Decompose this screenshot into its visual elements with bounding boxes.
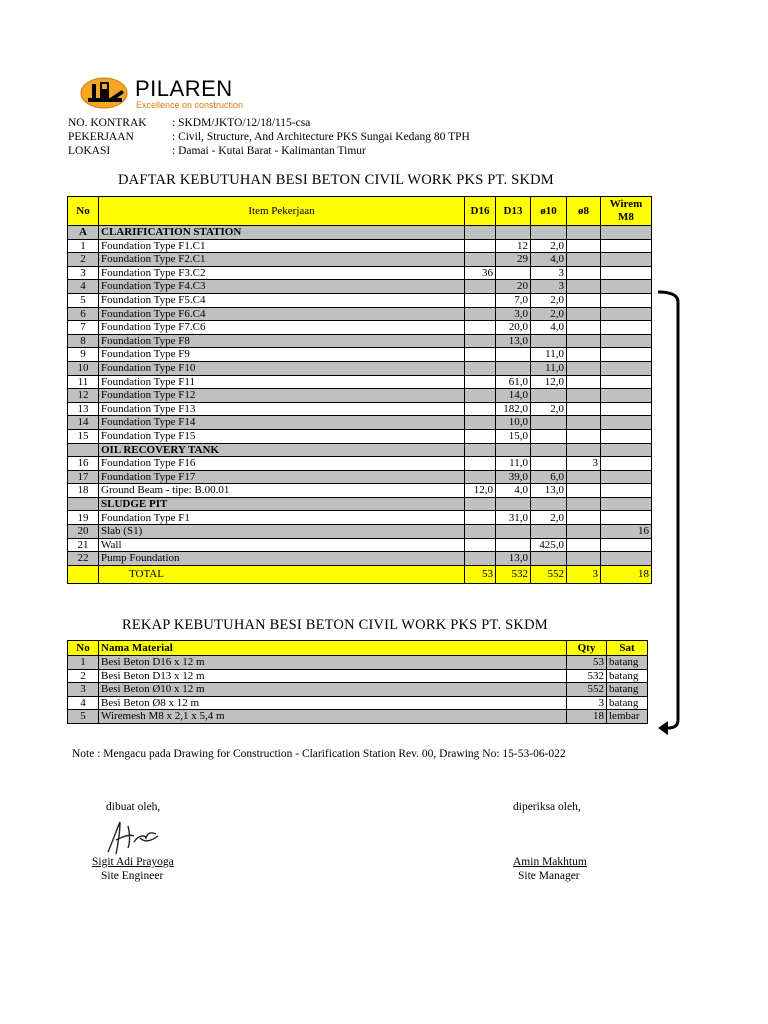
row-value [567,253,601,267]
row-item: Foundation Type F12 [99,389,465,403]
meta-value: : SKDM/JKTO/12/18/115-csa [172,117,311,129]
recap-row [68,683,648,697]
table-row [68,511,652,525]
row-value [601,416,652,430]
row-value [496,226,531,240]
row-value: 11,0 [531,348,567,362]
row-value [601,280,652,294]
row-value: 16 [601,525,652,539]
row-number: 16 [68,457,99,471]
row-value [496,443,531,457]
row-value [465,470,496,484]
requirements-table [67,196,652,584]
row-item: Wall [99,538,465,552]
row-value [601,389,652,403]
row-value [601,293,652,307]
preparer-role: Site Engineer [101,870,164,882]
row-value [567,334,601,348]
row-value [465,334,496,348]
row-value [465,361,496,375]
row-value: 2,0 [531,402,567,416]
row-number: 12 [68,389,99,403]
row-value [496,361,531,375]
row-value [531,443,567,457]
row-number: 17 [68,470,99,484]
row-value: 12,0 [465,484,496,498]
checker-role: Site Manager [518,870,580,882]
logo-mark-icon [80,76,134,112]
table-row [68,525,652,539]
row-value: 20,0 [496,321,531,335]
row-value [496,348,531,362]
row-value [531,497,567,511]
row-value [601,348,652,362]
table-row [68,361,652,375]
recap-header-row [68,641,648,656]
row-number: 10 [68,361,99,375]
company-logo [80,76,280,114]
row-value [465,538,496,552]
row-value: 15,0 [496,429,531,443]
row-number: 14 [68,416,99,430]
recap-qty: 18 [567,710,607,724]
row-value [601,443,652,457]
row-number: 13 [68,402,99,416]
row-value [465,293,496,307]
checker-name: Amin Makhtum [513,856,587,868]
signature-image [100,818,170,858]
table-header-row [68,197,652,226]
row-item: Foundation Type F3.C2 [99,266,465,280]
table-row [68,375,652,389]
total-row [68,565,652,583]
table-row [68,293,652,307]
row-value [465,402,496,416]
table-row [68,389,652,403]
row-value [531,552,567,566]
row-value: 425,0 [531,538,567,552]
col-header-d16: D16 [465,197,496,226]
meta-label: LOKASI [68,145,111,157]
table-row [68,416,652,430]
row-number: 4 [68,280,99,294]
recap-row [68,710,648,724]
row-value [567,443,601,457]
col-header-p8: ø8 [567,197,601,226]
recap-qty: 3 [567,696,607,710]
row-value: 13,0 [496,334,531,348]
recap-header-no: No [68,641,99,656]
row-value [496,266,531,280]
table-row [68,470,652,484]
contract-row [68,116,628,131]
row-value [465,307,496,321]
row-value: 182,0 [496,402,531,416]
row-item: Foundation Type F8 [99,334,465,348]
row-value [567,239,601,253]
table-row [68,348,652,362]
row-item: Foundation Type F14 [99,416,465,430]
total-value: 532 [496,565,531,583]
col-header-item: Item Pekerjaan [99,197,465,226]
recap-row [68,656,648,670]
row-value [567,525,601,539]
row-item: Foundation Type F2.C1 [99,253,465,267]
col-header-d13: D13 [496,197,531,226]
row-number: 5 [68,293,99,307]
table2-title: REKAP KEBUTUHAN BESI BETON CIVIL WORK PKS PT. SKDM [122,617,548,633]
col-header-no: No [68,197,99,226]
row-value [567,293,601,307]
row-value [601,552,652,566]
row-value [601,266,652,280]
row-value: 3 [567,457,601,471]
table1-title: DAFTAR KEBUTUHAN BESI BETON CIVIL WORK PKS PT. SKDM [118,172,554,188]
meta-value: : Damai - Kutai Barat - Kalimantan Timur [172,145,366,157]
row-item: Foundation Type F4.C3 [99,280,465,294]
row-value [531,389,567,403]
row-item: OIL RECOVERY TANK [99,443,465,457]
recap-number: 1 [68,656,99,670]
note-text: Note : Mengacu pada Drawing for Construction - Clarification Station Rev. 00, Drawing No: 15-53-06-022 [72,748,566,760]
table-row [68,402,652,416]
row-value [601,321,652,335]
row-value: 2,0 [531,511,567,525]
row-value: 11,0 [531,361,567,375]
row-value [567,375,601,389]
row-value [601,361,652,375]
row-value [465,389,496,403]
recap-number: 3 [68,683,99,697]
row-value [601,429,652,443]
table-row [68,307,652,321]
recap-number: 5 [68,710,99,724]
row-item: SLUDGE PIT [99,497,465,511]
row-value: 11,0 [496,457,531,471]
row-value [567,552,601,566]
row-value [531,416,567,430]
row-value [465,552,496,566]
row-value: 2,0 [531,293,567,307]
row-value [465,253,496,267]
row-number: 8 [68,334,99,348]
total-value: 18 [601,565,652,583]
table-row [68,253,652,267]
row-value [567,361,601,375]
row-number [68,497,99,511]
row-value [531,457,567,471]
recap-qty: 53 [567,656,607,670]
row-value [567,429,601,443]
bracket-arrow-icon [656,282,696,742]
row-value [601,375,652,389]
row-value [567,511,601,525]
row-value: 13,0 [531,484,567,498]
row-value: 12,0 [531,375,567,389]
row-value [567,348,601,362]
checked-by-caption: diperiksa oleh, [513,801,581,813]
row-value: 7,0 [496,293,531,307]
col-header-wirem: Wirem M8 [601,197,652,226]
recap-row [68,696,648,710]
table-row [68,457,652,471]
row-value: 6,0 [531,470,567,484]
total-label: TOTAL [99,565,465,583]
row-item: Foundation Type F1.C1 [99,239,465,253]
row-value [567,280,601,294]
row-value [496,538,531,552]
row-item: Foundation Type F16 [99,457,465,471]
prepared-by-caption: dibuat oleh, [106,801,161,813]
recap-number: 4 [68,696,99,710]
row-item: Slab (S1) [99,525,465,539]
row-value [496,525,531,539]
recap-unit: lembar [607,710,648,724]
row-number: 6 [68,307,99,321]
recap-unit: batang [607,669,648,683]
recap-unit: batang [607,656,648,670]
row-value: 3 [531,280,567,294]
recap-header-sat: Sat [607,641,648,656]
row-number: 1 [68,239,99,253]
table-row [68,497,652,511]
row-value [465,429,496,443]
location-row [68,144,628,159]
row-number: 22 [68,552,99,566]
row-item: Foundation Type F9 [99,348,465,362]
meta-value: : Civil, Structure, And Architecture PKS Sungai Kedang 80 TPH [172,131,470,143]
recap-material: Besi Beton D16 x 12 m [99,656,567,670]
row-value [601,497,652,511]
row-number: 21 [68,538,99,552]
row-value [567,321,601,335]
row-value [567,307,601,321]
row-value [601,402,652,416]
row-value [465,280,496,294]
row-number: 3 [68,266,99,280]
contract-info [68,116,628,162]
row-value: 12 [496,239,531,253]
col-header-p10: ø10 [531,197,567,226]
row-value: 20 [496,280,531,294]
row-item: Foundation Type F5.C4 [99,293,465,307]
row-value [601,239,652,253]
row-value [465,226,496,240]
row-item: Pump Foundation [99,552,465,566]
row-number: 20 [68,525,99,539]
row-value: 10,0 [496,416,531,430]
row-value [465,375,496,389]
table-row [68,538,652,552]
row-item: CLARIFICATION STATION [99,226,465,240]
row-value [567,470,601,484]
recap-material: Besi Beton Ø8 x 12 m [99,696,567,710]
table-row [68,239,652,253]
row-number: 7 [68,321,99,335]
recap-row [68,669,648,683]
total-value: 53 [465,565,496,583]
row-value: 31,0 [496,511,531,525]
work-row [68,130,628,145]
table-row [68,429,652,443]
row-number: 18 [68,484,99,498]
row-value [531,334,567,348]
recap-number: 2 [68,669,99,683]
row-value [465,348,496,362]
table-row [68,552,652,566]
table-row [68,484,652,498]
recap-table [67,640,648,724]
row-item: Foundation Type F13 [99,402,465,416]
row-number: 2 [68,253,99,267]
row-value [601,457,652,471]
row-value [465,497,496,511]
row-value [601,484,652,498]
row-item: Foundation Type F11 [99,375,465,389]
row-value [465,525,496,539]
row-item: Foundation Type F15 [99,429,465,443]
total-value [68,565,99,583]
row-value [601,307,652,321]
row-value: 4,0 [496,484,531,498]
row-value: 3,0 [496,307,531,321]
row-value [601,470,652,484]
row-value [465,239,496,253]
total-value: 3 [567,565,601,583]
row-number: 11 [68,375,99,389]
recap-header-qty: Qty [567,641,607,656]
row-value [601,253,652,267]
row-value: 36 [465,266,496,280]
row-value [465,457,496,471]
recap-material: Besi Beton D13 x 12 m [99,669,567,683]
row-value [465,443,496,457]
table-row [68,443,652,457]
recap-qty: 552 [567,683,607,697]
row-item: Foundation Type F6.C4 [99,307,465,321]
row-number: 9 [68,348,99,362]
logo-name: PILAREN [135,76,233,101]
row-value [567,538,601,552]
row-value: 14,0 [496,389,531,403]
row-item: Foundation Type F1 [99,511,465,525]
row-value [465,416,496,430]
meta-label: PEKERJAAN [68,131,134,143]
row-value [567,266,601,280]
row-value: 2,0 [531,307,567,321]
table-row [68,280,652,294]
row-value: 13,0 [496,552,531,566]
recap-material: Wiremesh M8 x 2,1 x 5,4 m [99,710,567,724]
row-value [567,389,601,403]
recap-unit: batang [607,683,648,697]
recap-qty: 532 [567,669,607,683]
total-value: 552 [531,565,567,583]
table-row [68,226,652,240]
row-value [601,334,652,348]
row-value [531,429,567,443]
row-number [68,443,99,457]
table-row [68,321,652,335]
row-item: Foundation Type F10 [99,361,465,375]
row-value [567,226,601,240]
row-value: 29 [496,253,531,267]
row-value [496,497,531,511]
row-value [567,402,601,416]
row-value [601,538,652,552]
row-value [567,497,601,511]
row-value: 4,0 [531,321,567,335]
meta-label: NO. KONTRAK [68,117,147,129]
row-value [531,226,567,240]
table-row [68,334,652,348]
row-number: 19 [68,511,99,525]
row-value [601,226,652,240]
row-item: Foundation Type F17 [99,470,465,484]
row-number: A [68,226,99,240]
row-value: 4,0 [531,253,567,267]
row-value: 61,0 [496,375,531,389]
row-value [531,525,567,539]
row-value [465,321,496,335]
table-row [68,266,652,280]
recap-header-name: Nama Material [99,641,567,656]
row-value [567,416,601,430]
row-value: 39,0 [496,470,531,484]
row-number: 15 [68,429,99,443]
logo-tagline: Excellence on construction [136,100,244,110]
recap-unit: batang [607,696,648,710]
row-value [567,484,601,498]
recap-material: Besi Beton Ø10 x 12 m [99,683,567,697]
row-value [465,511,496,525]
preparer-name: Sigit Adi Prayoga [92,856,174,868]
row-value: 3 [531,266,567,280]
row-item: Ground Beam - tipe: B.00.01 [99,484,465,498]
row-value [601,511,652,525]
row-item: Foundation Type F7.C6 [99,321,465,335]
row-value: 2,0 [531,239,567,253]
